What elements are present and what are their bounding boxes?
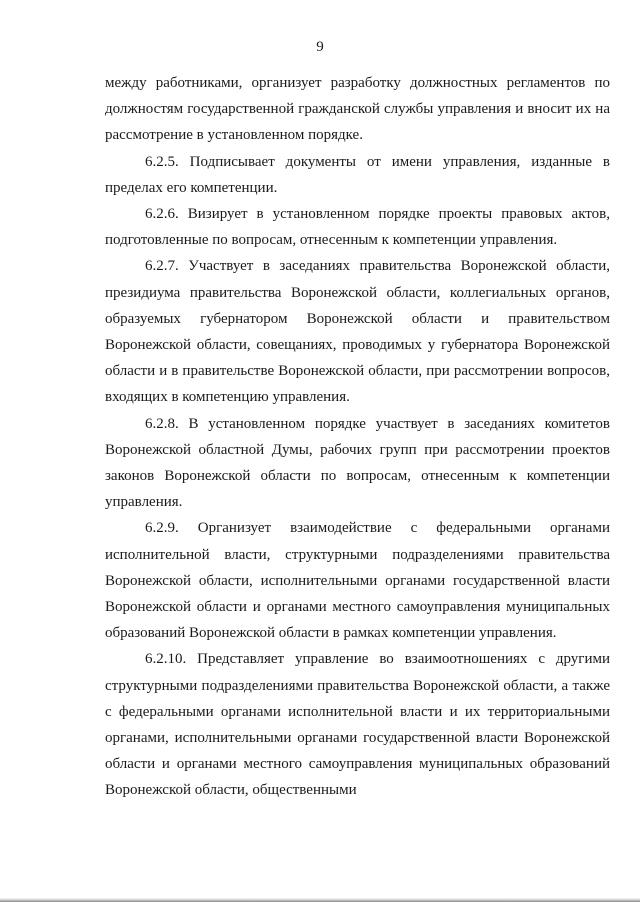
paragraph-6-2-7: 6.2.7. Участвует в заседаниях правительства Воронежской области, президиума правительства Воронежской области, коллегиальных органов, образуемых губернатором Воронежской области и правительством Воронежской области, совещаниях, проводимых у губернатора Воронежской области и в правительстве Воронежской области, при рассмотрении вопросов, входящих в компетенцию управления. <box>105 258 610 406</box>
page-bottom-edge <box>0 898 640 902</box>
paragraph-6-2-8: 6.2.8. В установленном порядке участвует в заседаниях комитетов Воронежской областной Думы, рабочих групп при рассмотрении проектов законов Воронежской области по вопросам, отнесенным к компетенции управления. <box>105 415 610 511</box>
paragraph-6-2-10: 6.2.10. Представляет управление во взаимоотношениях с другими структурными подразделениями правительства Воронежской области, а также с федеральными органами исполнительной власти и их территориальными органами, исполнительными органами государственной власти Воронежской области и органами местного самоуправления муниципальных образований Воронежской области, общественными <box>105 651 610 799</box>
paragraph-6-2-5: 6.2.5. Подписывает документы от имени управления, изданные в пределах его компетенции. <box>105 153 610 196</box>
paragraph-continuation: между работниками, организует разработку должностных регламентов по должностям государственной гражданской службы управления и вносит их на рассмотрение в установленном порядке. <box>105 75 610 144</box>
page-number: 9 <box>316 39 324 55</box>
paragraph-6-2-9: 6.2.9. Организует взаимодействие с федеральными органами исполнительной власти, структурными подразделениями правительства Воронежской области, исполнительными органами государственной власти Воронежской области и органами местного самоуправления муниципальных образований Воронежской области в рамках компетенции управления. <box>105 520 610 642</box>
document-body <box>105 70 610 804</box>
paragraph-6-2-6: 6.2.6. Визирует в установленном порядке проекты правовых актов, подготовленные по вопросам, отнесенным к компетенции управления. <box>105 206 610 249</box>
